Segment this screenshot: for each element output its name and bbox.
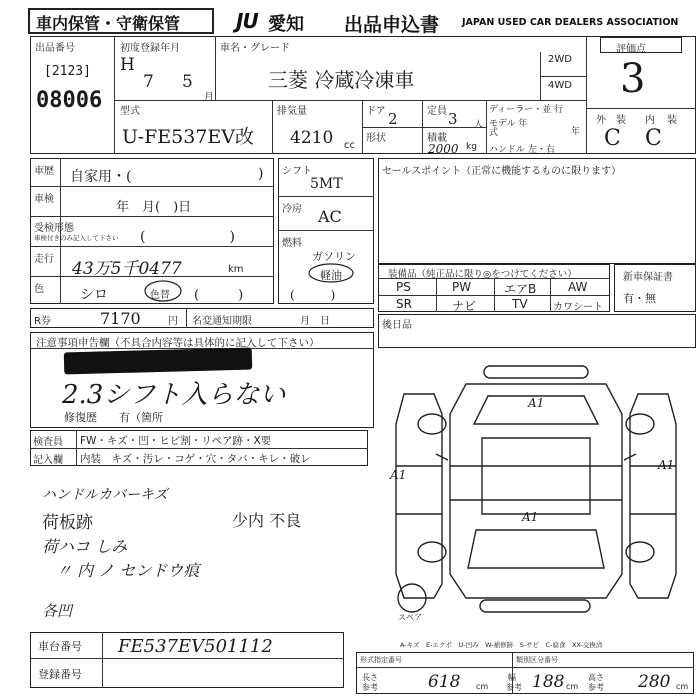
damage-legend: A-キズ E-エクボ U-凹み W-補修跡 S-サビ C-腐食 XX-交換済 [400, 641, 603, 649]
model-value: 三菱 冷蔵冷凍車 [268, 68, 415, 92]
width-value: 188 [532, 672, 565, 692]
after-market-section [378, 314, 696, 348]
displacement-value: 4210 [290, 128, 334, 148]
model-label: 車名・グレード [220, 43, 290, 54]
door-value: 2 [388, 110, 398, 128]
shift-label: シフト [282, 166, 312, 177]
capacity-unit: 人 [474, 120, 484, 130]
width-label: 幅 [508, 673, 516, 682]
color-label: 色 [34, 284, 44, 295]
plate-label: 登録番号 [38, 668, 82, 681]
ju-logo: JU [236, 9, 258, 33]
equip-navi: ナビ [452, 299, 477, 313]
drive-2wd: 2WD [548, 54, 572, 65]
displacement-label: 排気量 [277, 106, 307, 117]
memo-line-5: 各凹 [42, 602, 73, 620]
exterior-label-2: 装 [616, 115, 626, 126]
equip-tv: TV [512, 297, 528, 311]
sales-point-label: セールスポイント（正常に機能するものに限ります） [382, 166, 622, 177]
capacity-value: 3 [448, 110, 458, 128]
equip-ps: PS [396, 280, 411, 294]
mileage-value: 43万5千0477 [72, 259, 182, 279]
damage-mark-right: A1 [658, 458, 675, 472]
inspector-row-1: FW・キズ・凹・ヒビ割・リペア跡・X要 [80, 435, 272, 447]
ac-label: 冷房 [282, 204, 302, 215]
shape-label: 形状 [366, 133, 386, 144]
history-close: ) [258, 166, 264, 182]
inspector-label-1: 検査員 [33, 437, 63, 448]
type-value: U-FE537EV改 [122, 126, 255, 148]
equip-aw: AW [568, 280, 588, 294]
load-value: 2000 [428, 142, 459, 156]
recycle-value: 7170 [100, 309, 141, 328]
inspector-label-2: 記入欄 [33, 455, 63, 466]
registration-month-unit: 月 [204, 92, 214, 103]
after-market-label: 後日品 [382, 320, 412, 331]
lot-bracket: [2123] [44, 64, 91, 79]
color-change: 色替 [150, 290, 170, 301]
length-label: 長さ [362, 673, 378, 682]
damage-mark-center: A1 [522, 510, 539, 524]
equip-pw: PW [452, 280, 472, 294]
fuel-diesel: 軽油 [320, 269, 342, 282]
interior-label-1: 内 [645, 115, 655, 126]
damage-mark-front: A1 [528, 396, 545, 410]
length-value: 618 [428, 672, 461, 692]
load-unit: kg [466, 142, 477, 152]
memo-line-4: 〃 内 ノ センドウ痕 [56, 561, 200, 580]
equip-kawa-seat: カワシート [553, 302, 603, 313]
chassis-label: 車台番号 [38, 640, 82, 653]
equipment-label: 装備品（純正品に限り◎をつけてください） [388, 269, 577, 280]
height-unit: cm [676, 682, 689, 691]
width-unit: cm [566, 682, 579, 691]
dims-label-2: 類別区分番号 [516, 656, 558, 664]
displacement-unit: cc [344, 140, 355, 151]
chassis-value: FE537EV501112 [118, 636, 273, 657]
logo-place: 愛知 [268, 14, 304, 35]
load-label: 積載 [427, 133, 447, 144]
registration-year: 7 [143, 72, 154, 92]
width-ref: 参考 [506, 683, 522, 692]
damage-mark-left: A1 [390, 468, 407, 482]
repair-history: 修復歴 有（箇所 [64, 411, 163, 424]
height-ref: 参考 [588, 683, 604, 692]
storage-label: 車内保管・守衛保管 [36, 14, 181, 33]
grade-label-frame [600, 37, 682, 53]
spare-label: スペア [398, 613, 422, 622]
color-change-circle [143, 279, 183, 303]
color-paren: ( ) [194, 288, 244, 303]
warranty-value: 有・無 [623, 292, 656, 305]
shift-value: 5MT [310, 176, 343, 192]
equip-airbag: エアB [504, 282, 537, 296]
lot-label: 出品番号 [35, 43, 75, 54]
exterior-grade: C [604, 126, 621, 151]
equip-sr: SR [396, 297, 412, 311]
height-label: 高さ [588, 673, 604, 682]
recycle-unit: 円 [168, 316, 178, 327]
drive-4wd: 4WD [548, 80, 572, 91]
warranty-label: 新車保証書 [623, 272, 673, 283]
door-label: ドア [366, 106, 386, 117]
transfer-paren: ( ) [140, 229, 235, 245]
memo-line-1: ハンドルカバーキズ [42, 487, 168, 503]
memo-line-3: 荷ハコ しみ [42, 537, 128, 556]
length-ref: 参考 [362, 683, 378, 692]
fuel-paren: ( ) [290, 288, 336, 302]
ac-value: AC [318, 207, 342, 226]
form-title: 出品申込書 [344, 14, 440, 36]
model-year-unit: 年 [571, 127, 581, 137]
first-registration-label: 初度登録年月 [120, 43, 180, 54]
registration-era: H [120, 55, 135, 75]
fuel-label: 燃料 [282, 238, 302, 249]
color-value: シロ [80, 287, 108, 303]
type-label: 型式 [120, 106, 140, 117]
interior-grade: C [645, 126, 662, 151]
dealer-label: ディーラー・並 行 [489, 105, 564, 115]
fuel-selected-circle [306, 262, 356, 284]
fuel-gasoline: ガソリン [312, 250, 356, 263]
association-name: JAPAN USED CAR DEALERS ASSOCIATION [462, 17, 679, 28]
name-change-value: 月 日 [300, 316, 330, 327]
height-value: 280 [638, 672, 671, 692]
mileage-unit: km [228, 264, 244, 275]
grade-label: 評価点 [616, 44, 646, 55]
transfer-note: 車検付きのみ記入して下さい [34, 234, 119, 242]
handle-side: ハンドル 左・右 [489, 145, 555, 155]
history-value: 自家用・( [70, 169, 132, 185]
inspection-label: 車検 [34, 194, 54, 205]
dims-label-1: 形式指定番号 [360, 656, 402, 664]
recycle-label: R券 [34, 316, 51, 327]
length-unit: cm [476, 682, 489, 691]
memo-line-2: 荷板跡 [42, 513, 93, 533]
inspection-value: 年 月( )日 [116, 200, 192, 215]
name-change-label: 名変通知期限 [192, 316, 252, 327]
memo-right: 少内 不良 [232, 511, 302, 530]
history-label: 車歴 [34, 166, 54, 177]
mileage-label: 走行 [34, 254, 54, 265]
registration-month: 5 [182, 72, 193, 92]
transfer-label: 受検形態 [34, 223, 74, 234]
inspector-row-2: 内装 キズ・汚レ・コゲ・穴・タバ・キレ・破レ [80, 453, 311, 465]
grade-value: 3 [620, 56, 646, 102]
notes-text: 2.3シフト入らない [62, 380, 286, 410]
exterior-label-1: 外 [596, 115, 606, 126]
lot-number: 08006 [36, 88, 103, 113]
interior-label-2: 装 [667, 115, 677, 126]
notes-label: 注意事項申告欄（不具合内容等は具体的に記入して下さい） [36, 337, 320, 349]
model-year-label: モデル 年 式 [489, 119, 528, 138]
capacity-label: 定員 [427, 106, 447, 117]
